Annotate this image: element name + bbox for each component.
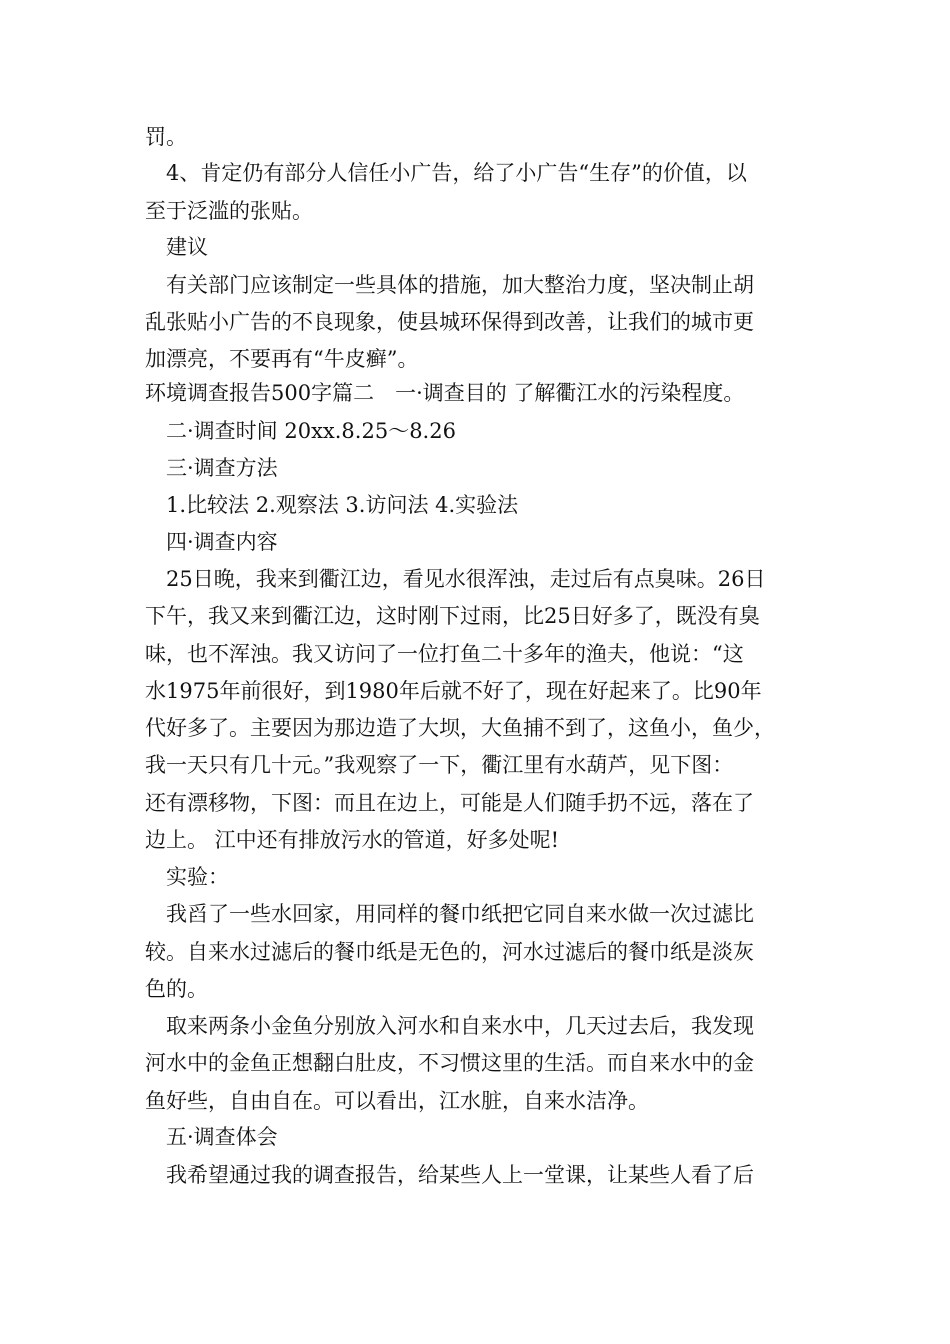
text-line: 较。自来水过滤后的餐巾纸是无色的，河水过滤后的餐巾纸是淡灰 [145, 940, 754, 964]
text-line: 有关部门应该制定一些具体的措施，加大整治力度，坚决制止胡 [166, 273, 754, 297]
text-line: 代好多了。主要因为那边造了大坝，大鱼捕不到了，这鱼小，鱼少， [145, 716, 775, 740]
text-line: 我舀了一些水回家，用同样的餐巾纸把它同自来水做一次过滤比 [166, 902, 754, 926]
text-line: 色的。 [145, 977, 208, 1001]
text-line: 边上。 江中还有排放污水的管道，好多处呢! [145, 828, 560, 852]
text-line: 鱼好些，自由自在。可以看出，江水脏，自来水洁净。 [145, 1089, 649, 1113]
text-line: 4、肯定仍有部分人信任小广告，给了小广告“生存”的价值，以 [166, 161, 747, 185]
section-heading: 四·调查内容 [166, 530, 278, 554]
text-line: 取来两条小金鱼分别放入河水和自来水中，几天过去后，我发现 [166, 1014, 754, 1038]
section-heading: 二·调查时间 20xx.8.25～8.26 [166, 419, 456, 443]
text-line: 还有漂移物，下图：而且在边上，可能是人们随手扔不远，落在了 [145, 791, 754, 815]
text-line: 我一天只有几十元。”我观察了一下，衢江里有水葫芦，见下图： [145, 753, 734, 777]
text-line: 至于泛滥的张贴。 [145, 199, 313, 223]
text-line: 1.比较法 2.观察法 3.访问法 4.实验法 [166, 493, 519, 517]
text-line: 我希望通过我的调查报告，给某些人上一堂课，让某些人看了后 [166, 1163, 754, 1187]
text-line: 味，也不浑浊。我又访问了一位打鱼二十多年的渔夫，他说：“这 [145, 642, 744, 666]
section-heading: 建议 [166, 235, 208, 259]
report-title: 环境调查报告500字篇二 一·调查目的 了解衢江水的污染程度。 [145, 381, 745, 405]
section-heading: 三·调查方法 [166, 456, 278, 480]
text-line: 河水中的金鱼正想翻白肚皮，不习惯这里的生活。而自来水中的金 [145, 1051, 754, 1075]
text-line: 罚。 [145, 125, 187, 149]
text-line: 25日晚，我来到衢江边，看见水很浑浊，走过后有点臭味。26日 [166, 567, 766, 591]
text-line: 加漂亮，不要再有“牛皮癣”。 [145, 347, 419, 371]
text-line: 乱张贴小广告的不良现象，使县城环保得到改善，让我们的城市更 [145, 310, 754, 334]
text-line: 下午，我又来到衢江边，这时刚下过雨，比25日好多了，既没有臭 [145, 604, 760, 628]
text-line: 水1975年前很好，到1980年后就不好了，现在好起来了。比90年 [145, 679, 762, 703]
section-heading: 五·调查体会 [166, 1125, 278, 1149]
section-heading: 实验： [166, 865, 229, 889]
